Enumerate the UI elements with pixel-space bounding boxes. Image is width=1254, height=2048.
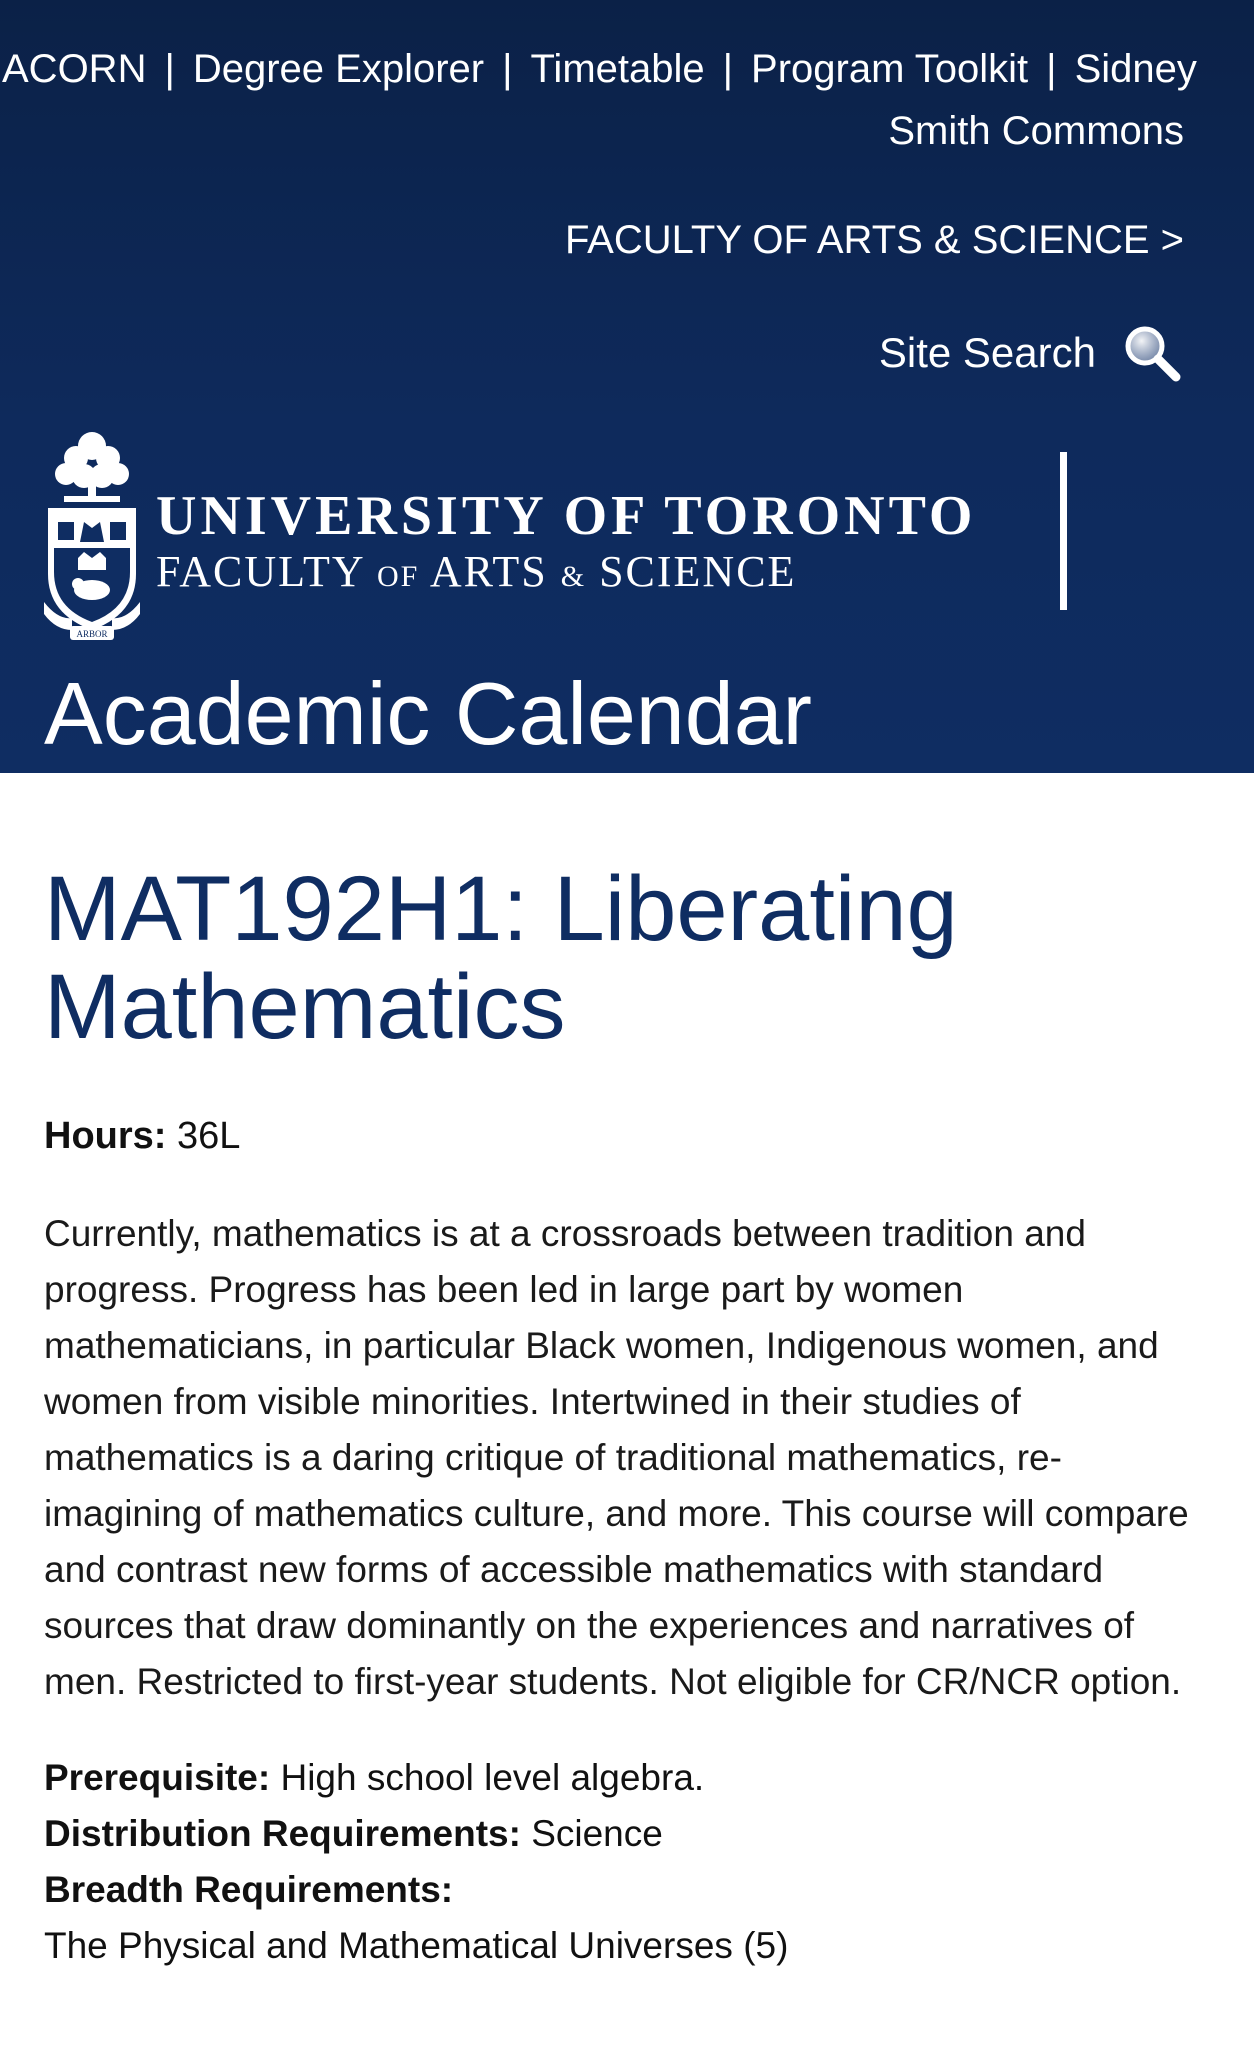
faculty-link[interactable]: FACULTY OF ARTS & SCIENCE > xyxy=(564,218,1184,262)
magnifier-icon[interactable] xyxy=(1120,321,1184,385)
crest-icon xyxy=(44,424,140,640)
course-detail xyxy=(44,860,1204,1974)
nav-link-program-toolkit[interactable]: Program Toolkit xyxy=(751,47,1029,91)
distribution-label: Distribution Requirements: xyxy=(44,1813,521,1854)
site-search[interactable] xyxy=(879,318,1184,388)
distribution-value: Science xyxy=(531,1813,663,1854)
nav-link-acorn[interactable]: ACORN xyxy=(2,47,147,91)
header-divider xyxy=(1060,452,1067,610)
prerequisite-value: High school level algebra. xyxy=(280,1757,705,1798)
breadth-value: The Physical and Mathematical Universes (5) xyxy=(44,1925,789,1966)
prerequisite-row xyxy=(44,1750,1204,1806)
prerequisite-label: Prerequisite: xyxy=(44,1757,271,1798)
breadth-value-row xyxy=(44,1918,1204,1974)
breadth-label: Breadth Requirements: xyxy=(44,1869,454,1910)
distribution-row xyxy=(44,1806,1204,1862)
wordmark-university: UNIVERSITY OF TORONTO xyxy=(156,485,977,547)
nav-separator: | xyxy=(164,47,175,91)
nav-link-sidney-smith-commons[interactable]: Sidney xyxy=(1074,47,1197,91)
top-nav-row xyxy=(2,38,1197,100)
wordmark-ampersand: & xyxy=(560,560,587,593)
nav-link-timetable[interactable]: Timetable xyxy=(530,47,705,91)
course-description: Currently, mathematics is at a crossroads between tradition and progress. Progress has been led in large part by women mathematicians, in particular Black women, Indigenous women, and women from visible minorities. Intertwined in their studies of mathematics is a daring critique of traditional mathematics, re-imagining of mathematics culture, and more. This course will compare and contrast new forms of accessible mathematics with standard sources that draw dominantly on the experiences and narratives of men. Restricted to first-year students. Not eligible for CR/NCR option. xyxy=(44,1213,1189,1702)
nav-link-sidney-smith-commons-continued[interactable]: Smith Commons xyxy=(888,109,1184,153)
nav-separator: | xyxy=(502,47,513,91)
wordmark xyxy=(156,486,976,603)
site-search-label[interactable]: Site Search xyxy=(878,329,1096,376)
course-title: MAT192H1: Liberating Mathematics xyxy=(44,858,958,1058)
top-nav-row-continued xyxy=(888,100,1184,162)
nav-separator: | xyxy=(722,47,734,91)
site-header xyxy=(0,0,1254,773)
hours-value: 36L xyxy=(177,1115,241,1157)
uoft-logo[interactable] xyxy=(44,424,1054,646)
nav-link-degree-explorer[interactable]: Degree Explorer xyxy=(192,47,485,91)
nav-separator: | xyxy=(1046,47,1057,91)
crest-scroll-text: ARBOR xyxy=(76,629,108,639)
top-nav xyxy=(0,38,1254,158)
course-requirements xyxy=(44,1750,1204,1974)
wordmark-faculty-word: FACULTY xyxy=(156,547,364,596)
wordmark-arts: ARTS xyxy=(429,547,548,596)
wordmark-science: SCIENCE xyxy=(599,547,797,596)
breadth-label-row xyxy=(44,1862,1204,1918)
wordmark-of: OF xyxy=(376,560,420,593)
hours-label: Hours: xyxy=(44,1115,167,1157)
calendar-title: Academic Calendar xyxy=(44,664,812,763)
wordmark-faculty xyxy=(156,546,976,603)
course-hours xyxy=(44,1112,1204,1160)
